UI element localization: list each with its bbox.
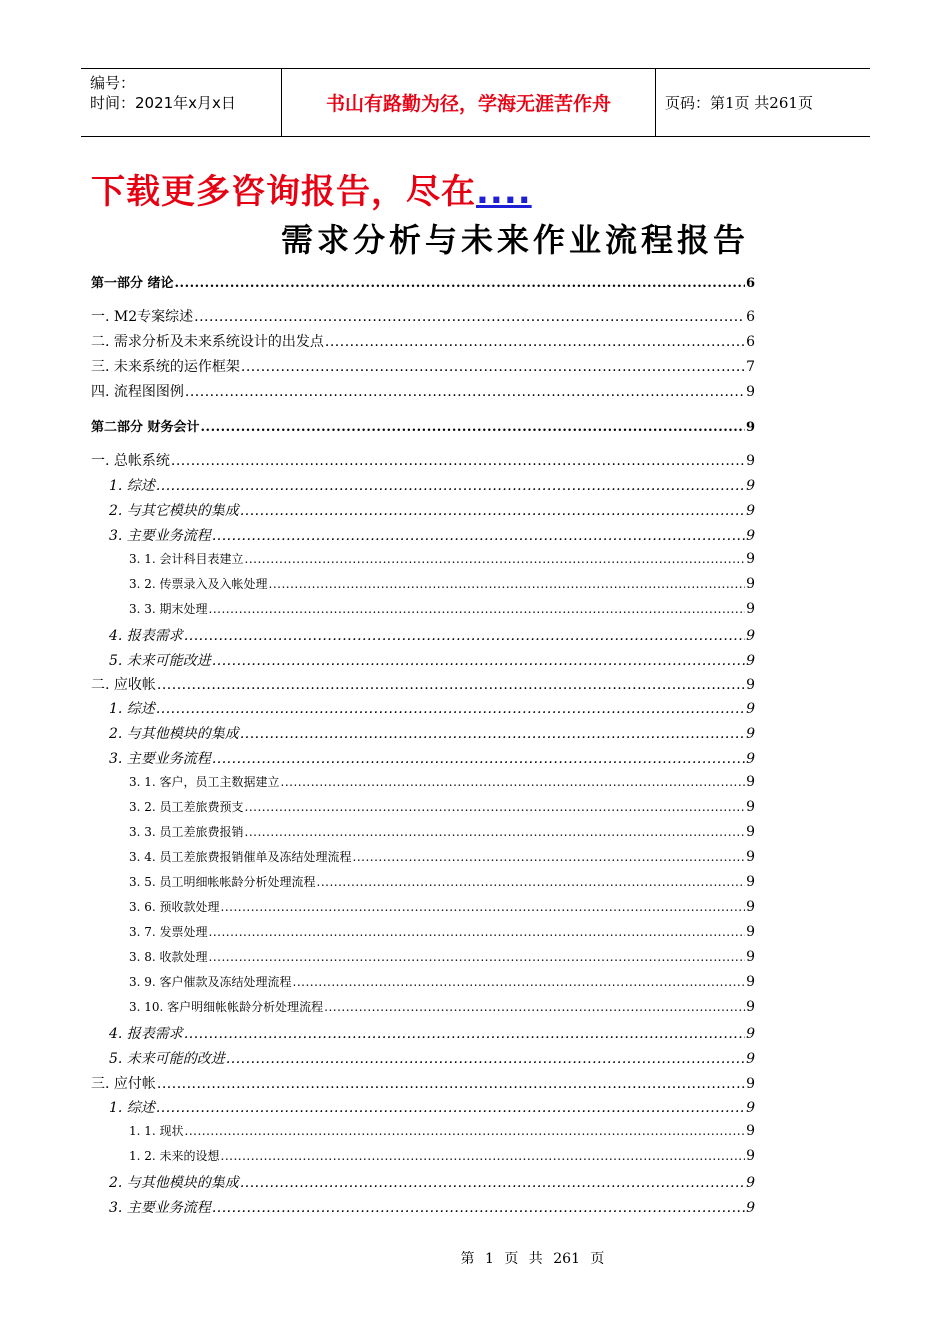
toc-entry-label: 5. 未来可能改进 [109,653,211,669]
toc-entry[interactable] [91,1023,755,1043]
toc-leader-dots [317,875,746,889]
header-slogan: 书山有路勤为径，学海无涯苦作舟 [281,69,656,136]
page-header [81,68,870,137]
toc-entry-page: 9 [745,420,755,435]
toc-entry[interactable] [91,525,755,545]
toc-leader-dots [212,653,745,669]
toc-entry[interactable] [91,1172,755,1192]
toc-entry-label: 3. 主要业务流程 [109,751,211,767]
toc-entry-label: 3. 3. 期末处理 [129,602,208,616]
toc-leader-dots [184,1026,745,1042]
toc-entry-page: 9 [746,999,755,1015]
toc-entry[interactable] [91,848,755,865]
toc-leader-dots [156,1100,745,1116]
toc-entry-page: 9 [746,528,755,544]
document-title: 需求分析与未来作业流程报告 [280,221,749,259]
toc-leader-dots [241,359,745,375]
toc-entry[interactable] [91,1122,755,1139]
toc-entry[interactable] [91,798,755,815]
toc-leader-dots [171,453,745,469]
toc-entry[interactable] [91,306,755,326]
toc-leader-dots [156,701,745,717]
toc-leader-dots [269,577,746,591]
toc-leader-dots [240,503,745,519]
toc-entry-page: 9 [746,751,755,767]
toc-entry[interactable] [91,948,755,965]
toc-leader-dots [226,1051,745,1067]
toc-entry-label: 1. 综述 [109,1100,155,1116]
toc-leader-dots [324,1000,745,1014]
toc-entry-label: 第一部分 绪论 [91,276,174,291]
toc-entry-page: 9 [746,1026,755,1042]
toc-leader-dots [209,950,746,964]
toc-leader-dots [157,677,745,693]
toc-entry-label: 3. 5. 员工明细帐帐龄分析处理流程 [129,875,316,889]
toc-leader-dots [245,800,746,814]
toc-entry[interactable] [91,1097,755,1117]
toc-entry-page: 9 [746,1051,755,1067]
toc-entry-page: 9 [746,974,755,990]
toc-entry[interactable] [91,650,755,670]
toc-entry[interactable] [91,381,755,401]
toc-leader-dots [175,276,745,291]
toc-entry-page: 9 [746,478,755,494]
toc-entry-label: 3. 2. 员工差旅费预支 [129,800,244,814]
toc-entry[interactable] [91,356,755,376]
toc-entry-page: 7 [746,359,755,375]
header-number: 编号： [90,74,136,92]
toc-entry-page: 9 [746,874,755,890]
toc-entry-page: 9 [746,551,755,567]
toc-leader-dots [209,925,746,939]
toc-entry-page: 9 [746,701,755,717]
toc-entry-page: 9 [746,949,755,965]
toc-entry-label: 2. 与其他模块的集成 [109,1175,239,1191]
toc-entry-label: 二. 需求分析及未来系统设计的出发点 [91,334,324,350]
toc-entry-label: 3. 9. 客户催款及冻结处理流程 [129,975,292,989]
toc-leader-dots [293,975,746,989]
toc-entry[interactable] [91,575,755,592]
toc-entry-label: 三. 应付帐 [91,1076,156,1092]
toc-entry[interactable] [91,898,755,915]
toc-entry-page: 9 [746,726,755,742]
toc-entry-page: 9 [746,1200,755,1216]
toc-entry[interactable] [91,748,755,768]
promo-banner [91,164,532,213]
toc-leader-dots [240,1175,745,1191]
toc-entry[interactable] [91,674,755,694]
toc-leader-dots [185,1124,746,1138]
toc-entry-label: 3. 1. 客户，员工主数据建立 [129,775,280,789]
toc-entry[interactable] [91,923,755,940]
toc-entry-page: 9 [746,677,755,693]
toc-entry-label: 1. 1. 现状 [129,1124,184,1138]
toc-entry-page: 9 [746,849,755,865]
toc-leader-dots [281,775,746,789]
toc-entry[interactable] [91,272,755,291]
toc-entry-page: 6 [746,334,755,350]
toc-entry-label: 第二部分 财务会计 [91,420,200,435]
toc-entry-label: 4. 报表需求 [109,628,183,644]
toc-entry[interactable] [91,625,755,645]
toc-leader-dots [212,751,745,767]
toc-leader-dots [353,850,746,864]
page-footer: 第 1 页 共 261 页 [460,1251,605,1267]
toc-leader-dots [221,1149,746,1163]
toc-entry-label: 3. 8. 收款处理 [129,950,208,964]
toc-entry-page: 9 [746,1148,755,1164]
toc-entry[interactable] [91,1147,755,1164]
toc-leader-dots [221,900,746,914]
promo-link[interactable]: .... [476,172,532,212]
toc-entry[interactable] [91,998,755,1015]
toc-entry[interactable] [91,1197,755,1217]
header-time: 时间：2021年x月x日 [90,94,236,112]
toc-entry-page: 9 [746,453,755,469]
toc-leader-dots [194,309,745,325]
toc-leader-dots [240,726,745,742]
toc-entry-label: 2. 与其它模块的集成 [109,503,239,519]
toc-entry[interactable] [91,1073,755,1093]
toc-entry[interactable] [91,475,755,495]
toc-entry-page: 9 [746,899,755,915]
toc-entry-label: 1. 综述 [109,478,155,494]
toc-entry-page: 9 [746,576,755,592]
toc-entry-label: 1. 综述 [109,701,155,717]
toc-entry-label: 一. 总帐系统 [91,453,170,469]
toc-entry[interactable] [91,698,755,718]
header-page-info: 页码：第1页 共261页 [665,94,813,112]
toc-entry[interactable] [91,773,755,790]
toc-leader-dots [156,478,745,494]
toc-entry-page: 9 [746,628,755,644]
toc-entry-label: 四. 流程图图例 [91,384,184,400]
toc-entry-label: 3. 主要业务流程 [109,528,211,544]
toc-leader-dots [185,384,745,400]
toc-entry[interactable] [91,500,755,520]
toc-entry[interactable] [91,550,755,567]
toc-entry-label: 1. 2. 未来的设想 [129,1149,220,1163]
toc-entry-label: 3. 主要业务流程 [109,1200,211,1216]
toc-entry-label: 3. 4. 员工差旅费报销催单及冻结处理流程 [129,850,352,864]
toc-leader-dots [325,334,745,350]
toc-leader-dots [245,552,746,566]
toc-entry[interactable] [91,600,755,617]
toc-entry-label: 一. M2专案综述 [91,309,194,325]
toc-entry-label: 二. 应收帐 [91,677,156,693]
toc-entry-page: 9 [746,799,755,815]
toc-entry-page: 9 [746,1100,755,1116]
toc-entry[interactable] [91,450,755,470]
toc-entry-label: 3. 3. 员工差旅费报销 [129,825,244,839]
toc-leader-dots [201,420,745,435]
toc-entry-page: 9 [746,384,755,400]
toc-entry-page: 9 [746,1076,755,1092]
toc-entry-page: 9 [746,503,755,519]
toc-entry-label: 2. 与其他模块的集成 [109,726,239,742]
toc-leader-dots [209,602,746,616]
toc-entry[interactable] [91,973,755,990]
toc-entry-page: 9 [746,774,755,790]
toc-entry-page: 9 [746,601,755,617]
toc-leader-dots [157,1076,745,1092]
toc-entry-page: 9 [746,924,755,940]
toc-entry[interactable] [91,1048,755,1068]
toc-entry-label: 三. 未来系统的运作框架 [91,359,240,375]
toc-entry-label: 3. 10. 客户明细帐帐龄分析处理流程 [129,1000,324,1014]
toc-leader-dots [212,1200,745,1216]
promo-text: 下载更多咨询报告，尽在 [91,172,476,212]
toc-leader-dots [245,825,746,839]
toc-entry[interactable] [91,723,755,743]
toc-entry-label: 3. 6. 预收款处理 [129,900,220,914]
toc-entry-page: 9 [746,824,755,840]
toc-entry-page: 6 [746,309,755,325]
toc-entry-label: 5. 未来可能的改进 [109,1051,225,1067]
toc-entry[interactable] [91,331,755,351]
toc-entry-label: 3. 2. 传票录入及入帐处理 [129,577,268,591]
toc-entry[interactable] [91,416,755,435]
toc-entry-page: 9 [746,653,755,669]
toc-entry-label: 4. 报表需求 [109,1026,183,1042]
toc-entry-page: 9 [746,1123,755,1139]
toc-entry-label: 3. 7. 发票处理 [129,925,208,939]
toc-entry[interactable] [91,823,755,840]
toc-leader-dots [212,528,745,544]
toc-entry[interactable] [91,873,755,890]
toc-entry-label: 3. 1. 会计科目表建立 [129,552,244,566]
header-meta [81,69,281,136]
toc-leader-dots [184,628,745,644]
toc-entry-page: 6 [745,276,755,291]
toc-entry-page: 9 [746,1175,755,1191]
